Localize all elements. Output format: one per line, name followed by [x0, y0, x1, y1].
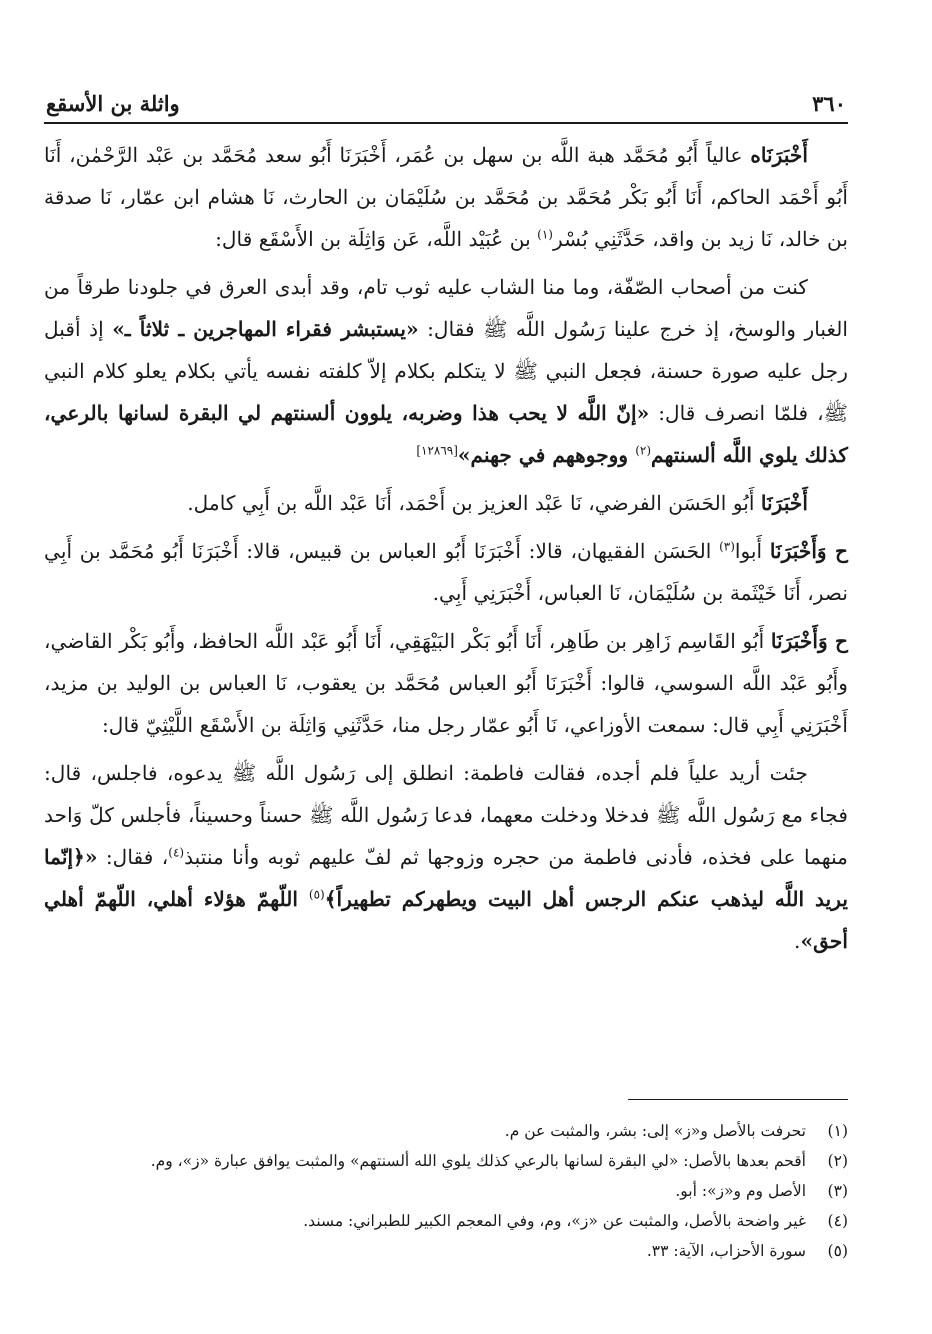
- matn-paragraph-1: [44, 266, 848, 476]
- footnote-text: تحرفت بالأصل و«ز» إلى: بشر، والمثبت عن م.: [504, 1122, 806, 1140]
- footnote-text: أقحم بعدها بالأصل: «لي البقرة لسانها بالرعي كذلك يلوي الله ألسنتهم» والمثبت يوافق عبارة «ز»، وم.: [150, 1152, 806, 1170]
- footnote-text: الأصل وم و«ز»: أبو.: [675, 1182, 806, 1200]
- hadith-quote: ووجوههم في جهنم»: [457, 443, 636, 467]
- hadith-quote: «﴿إنّما يريد اللَّه ليذهب عنكم الرجس أهل البيت ويطهركم تطهيراً﴾: [44, 845, 849, 911]
- hadith-quote: اللّهمّ هؤلاء أهلي، اللّهمّ أهلي أحق»: [44, 887, 848, 953]
- matn-paragraph-2: [44, 752, 848, 962]
- text-span: ، فقال:: [97, 845, 169, 869]
- footnote-number: (٢): [827, 1152, 848, 1170]
- akhbarana-lead: ح وَأَخْبَرَنَا: [769, 539, 849, 563]
- footnote: [44, 1236, 848, 1266]
- footnote-ref-1: (١): [537, 227, 553, 242]
- text-span: كنت من أصحاب الصّفّة، وما منا الشاب عليه ثوب تام، وقد أبدى العرق في جلودنا طرقاً من الغبار والوسخ، إذ خرج علينا رَسُول اللَّه ﷺ فقال:: [44, 275, 848, 341]
- akhbarana-lead: أَخْبَرَنَا: [760, 491, 808, 515]
- book-page: [44, 76, 849, 1260]
- footnote-number: (٤): [827, 1212, 848, 1230]
- hadith-quote: «إنّ اللَّه لا يحب هذا وضربه، يلوون ألسنتهم لي البقرة لسانها بالرعي، كذلك يلوي اللَّه ألسنتهم: [44, 401, 848, 467]
- footnote-number: (٣): [827, 1182, 848, 1200]
- footnote-number: (١): [827, 1122, 848, 1140]
- akhbarana-lead: ح وَأَخْبَرَنَا: [770, 629, 848, 653]
- footnote: [44, 1116, 848, 1146]
- text-span: الحَسَن الفقيهان، قالا: أَخْبَرَنَا أَبُو العباس بن قبيس، قالا: أَخْبَرَنَا أَبُو مُحَمَّد بن أَبِي نصر، أَنَا خَيْثَمة بن سُلَيْمَان، نَا العباس، أَخْبَرَنِي أَبِي.: [44, 539, 848, 605]
- footnote-number: (٥): [827, 1242, 848, 1260]
- isnad-paragraph-3: [44, 530, 848, 614]
- footnote-text: غير واضحة بالأصل، والمثبت عن «ز»، وم، وفي المعجم الكبير للطبراني: مسند.: [303, 1212, 806, 1230]
- running-title: واثلة بن الأسقع: [46, 91, 180, 116]
- hadith-quote: «يستبشر فقراء المهاجرين ـ ثلاثاً ـ»: [112, 317, 419, 341]
- text-span: .: [794, 929, 801, 953]
- footnote: [44, 1206, 848, 1236]
- akhbarana-lead: أَخْبَرَنَاه: [750, 143, 808, 167]
- footnotes: [44, 1116, 848, 1266]
- isnad-paragraph-1: [44, 134, 848, 260]
- footnote-ref-4: (٤): [168, 845, 185, 860]
- footnote-text: سورة الأحزاب، الآية: ٣٣.: [646, 1242, 806, 1260]
- text-span: أَبوا: [734, 539, 770, 563]
- isnad-paragraph-4: [44, 620, 848, 746]
- text-span: إذ أقبل رجل عليه صورة حسنة، فجعل النبي ﷺ لا يتكلم بكلام إلاّ كلفته نفسه يأتي بكلام يعلو كلام النبي ﷺ، فلمّا انصرف قال:: [44, 317, 848, 425]
- text-span: أَبُو القَاسِم زَاهِر بن طَاهِر، أَنَا أَبُو بَكْر البَيْهَقِي، أَنَا أَبُو عَبْد اللَّه الحافظ، وأَبُو بَكْر القاضي، وأَبُو عَبْد اللَّه السوسي، قالوا: أَخْبَرَنَا أَبُو العباس مُحَمَّد بن يعقوب، نَا العباس بن الوليد بن مزيد، أَخْبَرَنِي أَبِي قال: سمعت الأوزاعي، نَا أَبُو عمّار رجل منا، حَدَّثَنِي وَاثِلَة بن الأَسْقَع اللَّيْثِيّ قال:: [44, 629, 848, 737]
- footnote: [44, 1146, 848, 1176]
- footnote-ref-3: (٣): [719, 539, 735, 554]
- text-span: أَبُو الحَسَن الفرضي، نَا عَبْد العزيز بن أَحْمَد، أَنَا عَبْد اللَّه بن أَبِي كامل.: [187, 491, 761, 515]
- footnote: [44, 1176, 848, 1206]
- text-span: بن عُبَيْد اللَّه، عَن وَاثِلَة بن الأَسْقَع قال:: [215, 227, 538, 251]
- text-span: عالياً أَبُو مُحَمَّد هبة اللَّه بن سهل بن عُمَر، أَخْبَرَنَا أَبُو سعد مُحَمَّد بن عَبْد الرَّحْمٰن، أَنَا أَبُو أَحْمَد الحاكم، أَنَا أَبُو بَكْر مُحَمَّد بن مُحَمَّد بن سُلَيْمَان بن الحارث، نَا هشام ابن عمّار، نَا صدقة بن خالد، نَا زيد بن واقد، حَدَّثَنِي بُسْر: [44, 143, 848, 251]
- body-text: [44, 134, 848, 962]
- footnote-divider: [628, 1099, 848, 1100]
- text-span: جئت أريد علياً فلم أجده، فقالت فاطمة: انطلق إلى رَسُول اللَّه ﷺ يدعوه، فاجلس، قال: فجاء مع رَسُول اللَّه ﷺ فدخلا ودخلت معهما، فدعا رَسُول اللَّه ﷺ حسناً وحسيناً، فأجلس كلّ وَاحد منهما على فخذه، فأدنى فاطمة من حجره وزوجها ثم لفّ عليهم ثوبه وأنا منتبذ: [44, 761, 848, 869]
- footnote-ref-5: (٥): [308, 887, 325, 902]
- hadith-reference-number: [١٢٨٦٩]: [416, 443, 458, 458]
- isnad-paragraph-2: [44, 482, 848, 524]
- page-number: ٣٦٠: [812, 91, 846, 116]
- page-header: [44, 76, 848, 124]
- footnote-ref-2: (٢): [635, 443, 652, 458]
